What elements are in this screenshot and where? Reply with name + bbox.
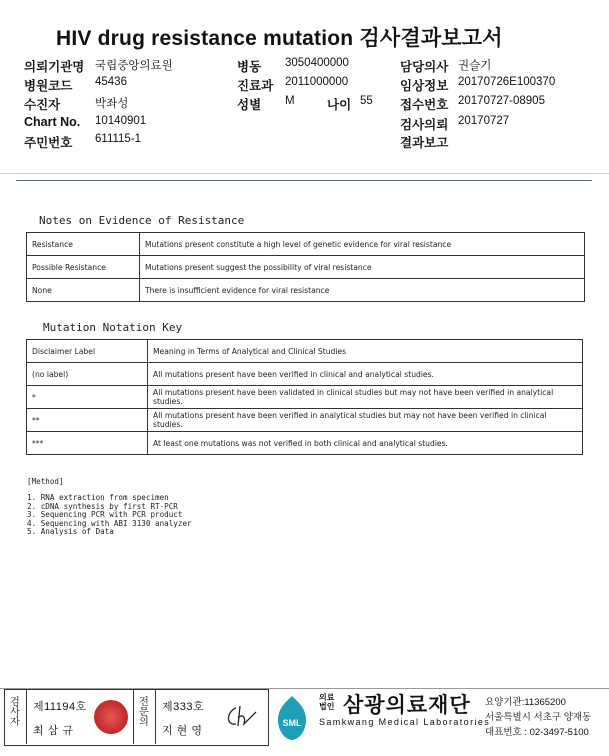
request-date-row: [400, 115, 510, 133]
resident-no-row: [24, 133, 142, 151]
institution-value: 국립중앙의료원: [95, 60, 173, 72]
department-value: 2011000000: [285, 76, 349, 88]
notes-heading: Notes on Evidence of Resistance: [39, 214, 245, 227]
key-table: [26, 339, 583, 455]
report-title: HIV drug resistance mutation 검사결과보고서: [56, 27, 503, 50]
method-step: 2. cDNA synthesis by first RT-PCR: [27, 501, 178, 511]
org-code: 요양기관:11365200: [485, 697, 566, 708]
age-row: [327, 95, 373, 113]
method-list: [27, 494, 192, 537]
key-label: *: [27, 386, 148, 409]
report-label: 결과보고: [400, 136, 449, 150]
physician-value: 권슬기: [458, 60, 492, 72]
key-row: [27, 363, 583, 386]
method-step: 4. Sequencing with ABI 3130 analyzer: [27, 518, 192, 528]
notes-row: [27, 279, 585, 302]
clinical-info-row: [400, 76, 556, 94]
sml-logo-icon: [272, 694, 312, 742]
age-label: 나이: [327, 98, 352, 112]
key-row: [27, 432, 583, 455]
key-label: **: [27, 409, 148, 432]
examiner-license: 제11194호: [33, 701, 87, 713]
org-type-line2: 법인: [319, 702, 335, 711]
key-meaning: At least one mutations was not verified in both clinical and analytical studies.: [148, 432, 583, 455]
key-label: (no label): [27, 363, 148, 386]
resident-no-label: 주민번호: [24, 136, 73, 150]
key-meaning: All mutations present have been verified in clinical and analytical studies.: [148, 363, 583, 386]
ward-label: 병동: [237, 60, 262, 74]
physician-label: 담당의사: [400, 60, 449, 74]
examiner-name: 최 삼 규: [33, 725, 74, 737]
sex-row: [237, 95, 295, 113]
request-date-label: 검사의뢰: [400, 118, 449, 132]
signature-image: [222, 702, 260, 730]
key-meaning: Meaning in Terms of Analytical and Clinical Studies: [148, 340, 583, 363]
specialist-license: 제333호: [162, 701, 205, 713]
org-type-label: [319, 693, 334, 711]
department-row: [237, 76, 349, 94]
key-label: ***: [27, 432, 148, 455]
hospital-code-row: [24, 76, 127, 94]
patient-value: 박좌성: [95, 98, 129, 110]
key-label: Disclaimer Label: [27, 340, 148, 363]
org-phone: 대표번호 : 02-3497-5100: [485, 727, 589, 738]
clinical-info-value: 20170726E100370: [458, 76, 556, 88]
clinical-info-label: 임상정보: [400, 79, 449, 93]
divider: [133, 689, 134, 744]
divider: [26, 689, 27, 744]
seal-stamp: [94, 700, 128, 734]
org-english-name: Samkwang Medical Laboratories: [319, 717, 491, 727]
sex-label: 성별: [237, 98, 262, 112]
notes-term: Possible Resistance: [27, 256, 140, 279]
method-step: 5. Analysis of Data: [27, 527, 114, 536]
chart-no-row: [24, 115, 147, 129]
patient-row: [24, 95, 129, 113]
receipt-no-value: 20170727-08905: [458, 95, 545, 107]
section-divider: [16, 180, 592, 181]
method-heading: [Method]: [27, 477, 64, 486]
key-meaning: All mutations present have been verified in analytical studies but may not have been verified in clinical studies.: [148, 409, 583, 432]
specialist-label: 전문의: [139, 697, 149, 728]
resident-no-value: 611115-1: [95, 133, 142, 145]
method-step: 3. Sequencing PCR with PCR product: [27, 510, 183, 519]
institution-row: [24, 57, 173, 75]
receipt-no-row: [400, 95, 545, 113]
sex-value: M: [285, 95, 295, 107]
institution-label: 의뢰기관명: [24, 60, 85, 74]
notes-desc: Mutations present suggest the possibility of viral resistance: [140, 256, 585, 279]
key-heading: Mutation Notation Key: [43, 321, 183, 334]
notes-term: Resistance: [27, 233, 140, 256]
chart-no-label: Chart No.: [24, 115, 81, 129]
department-label: 진료과: [237, 79, 274, 93]
notes-row: [27, 256, 585, 279]
org-type-line1: 의료: [319, 693, 335, 702]
notes-row: [27, 233, 585, 256]
key-row: [27, 340, 583, 363]
org-address: 서울특별시 서초구 양재동: [485, 712, 592, 723]
specialist-name: 지 현 영: [162, 725, 203, 737]
divider: [155, 689, 156, 744]
notes-term: None: [27, 279, 140, 302]
notes-desc: Mutations present constitute a high level of genetic evidence for viral resistance: [140, 233, 585, 256]
chart-no-value: 10140901: [95, 115, 147, 127]
key-row: [27, 409, 583, 432]
hospital-code-label: 병원코드: [24, 79, 73, 93]
notes-desc: There is insufficient evidence for viral resistance: [140, 279, 585, 302]
key-meaning: All mutations present have been validated in clinical studies but may not have been verified in analytical studies.: [148, 386, 583, 409]
age-value: 55: [360, 95, 373, 107]
physician-row: [400, 57, 492, 75]
notes-table: [26, 232, 585, 302]
logo-text: SML: [282, 718, 302, 728]
receipt-no-label: 접수번호: [400, 98, 449, 112]
report-row: [400, 133, 448, 151]
patient-label: 수진자: [24, 98, 61, 112]
request-date-value: 20170727: [458, 115, 510, 127]
ward-row: [237, 57, 349, 75]
ward-value: 3050400000: [285, 57, 349, 69]
key-row: [27, 386, 583, 409]
org-name: 삼광의료재단: [343, 694, 471, 717]
examiner-label: 검사자: [10, 697, 20, 728]
hospital-code-value: 45436: [95, 76, 127, 88]
method-step: 1. RNA extraction from specimen: [27, 493, 169, 502]
